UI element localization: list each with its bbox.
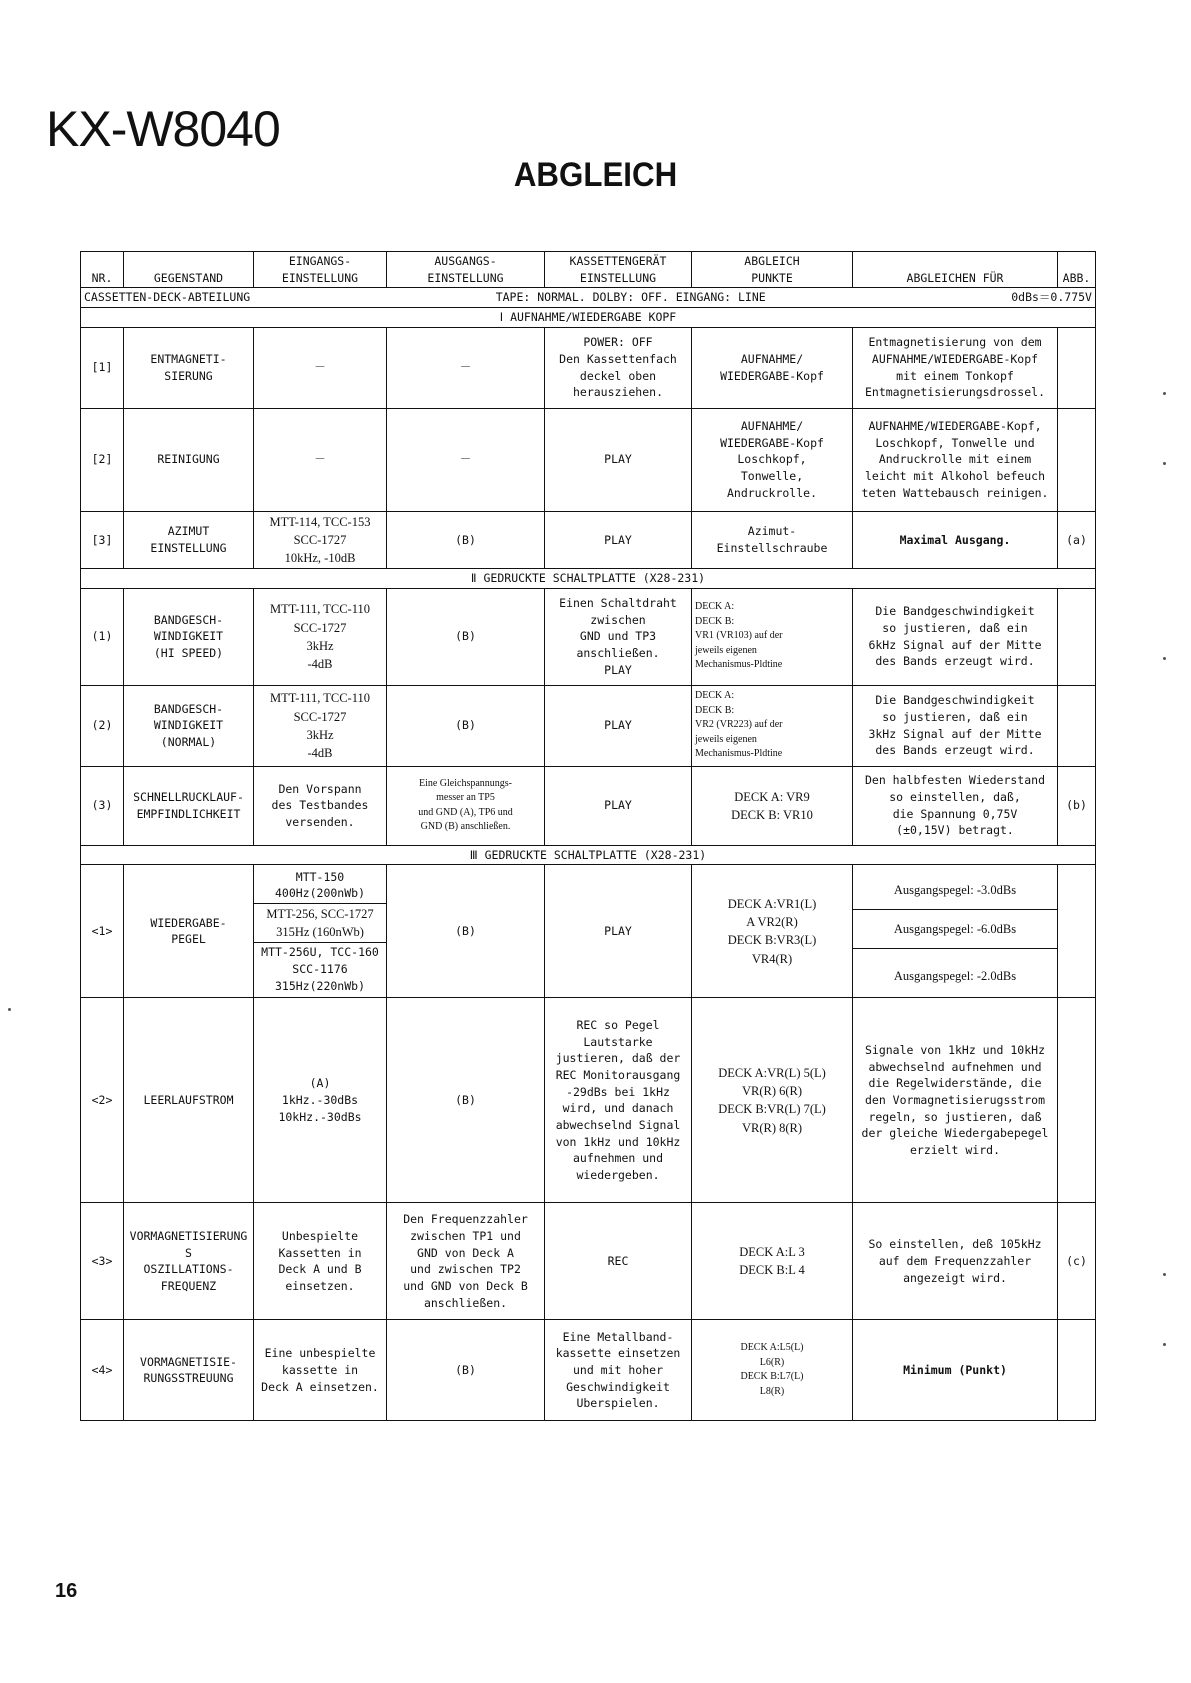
adjustment-table — [80, 251, 1096, 1421]
col-header-nr: NR. — [81, 252, 124, 288]
row-output: － — [387, 408, 545, 511]
row-output: (B) — [387, 511, 545, 568]
row-item: BANDGESCH- WINDIGKEIT (NORMAL) — [124, 685, 254, 766]
row-deck: REC — [545, 1203, 692, 1320]
col-header-deck: KASSETTENGERÄT EINSTELLUNG — [545, 252, 692, 288]
col-header-fig: ABB. — [1058, 252, 1096, 288]
input-option: MTT-150 400Hz(200nWb) — [254, 868, 386, 904]
row-fig — [1058, 327, 1096, 408]
row-deck: POWER: OFF Den Kassettenfach deckel oben herausziehen. — [545, 327, 692, 408]
row-output: Den Frequenzzahler zwischen TP1 und GND von Deck A und zwischen TP2 und GND von Deck B anschließen. — [387, 1203, 545, 1320]
section-heading — [81, 845, 1096, 865]
table-row — [81, 588, 1096, 685]
row-purpose: Die Bandgeschwindigkeit so justieren, daß ein 3kHz Signal auf der Mitte des Bands erzeugt wird. — [853, 685, 1058, 766]
model-number: KX-W8040 — [46, 101, 280, 157]
col-header-input: EINGANGS- EINSTELLUNG — [254, 252, 387, 288]
row-nr: <4> — [81, 1320, 124, 1421]
page-title: ABGLEICH — [513, 156, 678, 194]
col-header-item: GEGENSTAND — [124, 252, 254, 288]
scan-speck — [1163, 1343, 1166, 1346]
row-deck: PLAY — [545, 865, 692, 998]
info-reference-level: 0dBs＝0.775V — [1011, 290, 1092, 305]
section-2-heading: Ⅱ GEDRUCKTE SCHALTPLATTE (X28-231) — [81, 569, 1096, 589]
row-fig: (c) — [1058, 1203, 1096, 1320]
row-input: Den Vorspann des Testbandes versenden. — [254, 766, 387, 845]
info-row — [81, 288, 1096, 308]
section-3-heading: Ⅲ GEDRUCKTE SCHALTPLATTE (X28-231) — [81, 845, 1096, 865]
table-row — [81, 998, 1096, 1203]
row-nr: [3] — [81, 511, 124, 568]
info-section: CASSETTEN-DECK-ABTEILUNG — [84, 290, 251, 305]
row-fig — [1058, 588, 1096, 685]
row-item: AZIMUT EINSTELLUNG — [124, 511, 254, 568]
row-points: DECK A:VR(L) 5(L) VR(R) 6(R) DECK B:VR(L) 7(L) VR(R) 8(R) — [692, 998, 853, 1203]
purpose-option: Ausgangspegel: -6.0dBs — [853, 910, 1057, 949]
row-output: Eine Gleichspannungs- messer an TP5 und GND (A), TP6 und GND (B) anschließen. — [387, 766, 545, 845]
scan-speck — [1163, 1273, 1166, 1276]
row-deck: Eine Metallband- kassette einsetzen und mit hoher Geschwindigkeit Uberspielen. — [545, 1320, 692, 1421]
row-purpose: Die Bandgeschwindigkeit so justieren, daß ein 6kHz Signal auf der Mitte des Bands erzeugt wird. — [853, 588, 1058, 685]
row-points: DECK A: DECK B: VR1 (VR103) auf der jeweils eigenen Mechanismus-Pldtine — [692, 588, 853, 685]
row-deck: PLAY — [545, 511, 692, 568]
row-output: (B) — [387, 588, 545, 685]
row-input: MTT-114, TCC-153 SCC-1727 10kHz, -10dB — [254, 511, 387, 568]
row-item: VORMAGNETISIERUNGS OSZILLATIONS- FREQUENZ — [124, 1203, 254, 1320]
scan-speck — [1163, 392, 1166, 395]
purpose-option: Ausgangspegel: -3.0dBs — [853, 871, 1057, 910]
row-fig — [1058, 1320, 1096, 1421]
row-item: SCHNELLRUCKLAUF- EMPFINDLICHKEIT — [124, 766, 254, 845]
row-input: Eine unbespielte kassette in Deck A einsetzen. — [254, 1320, 387, 1421]
table-row — [81, 766, 1096, 845]
row-purpose — [853, 865, 1058, 998]
row-points: DECK A: VR9 DECK B: VR10 — [692, 766, 853, 845]
input-option: MTT-256U, TCC-160 SCC-1176 315Hz(220nWb) — [261, 945, 379, 993]
header-row — [81, 252, 1096, 288]
row-item: BANDGESCH- WINDIGKEIT (HI SPEED) — [124, 588, 254, 685]
row-fig: (a) — [1058, 511, 1096, 568]
row-nr: (1) — [81, 588, 124, 685]
row-input: MTT-111, TCC-110 SCC-1727 3kHz -4dB — [254, 685, 387, 766]
scan-speck — [1163, 462, 1166, 465]
row-deck: REC so Pegel Lautstarke justieren, daß der REC Monitorausgang -29dBs bei 1kHz wird, und danach abwechselnd Signal von 1kHz und 10kHz aufnehmen und wiedergeben. — [545, 998, 692, 1203]
row-purpose: AUFNAHME/WIEDERGABE-Kopf, Loschkopf, Tonwelle und Andruckrolle mit einem leicht mit Alkohol befeuch teten Wattebausch reinigen. — [853, 408, 1058, 511]
scan-speck — [8, 1008, 11, 1011]
row-item: REINIGUNG — [124, 408, 254, 511]
row-points: DECK A:L 3 DECK B:L 4 — [692, 1203, 853, 1320]
page-number: 16 — [55, 1580, 78, 1602]
row-points: AUFNAHME/ WIEDERGABE-Kopf Loschkopf, Tonwelle, Andruckrolle. — [692, 408, 853, 511]
row-input: － — [254, 408, 387, 511]
row-output: (B) — [387, 865, 545, 998]
row-fig — [1058, 685, 1096, 766]
section-heading — [81, 308, 1096, 328]
row-nr: <1> — [81, 865, 124, 998]
row-nr: (2) — [81, 685, 124, 766]
info-conditions: TAPE: NORMAL. DOLBY: OFF. EINGANG: LINE — [495, 290, 766, 305]
row-output: (B) — [387, 998, 545, 1203]
row-points: DECK A: DECK B: VR2 (VR223) auf der jeweils eigenen Mechanismus-Pldtine — [692, 685, 853, 766]
row-item: ENTMAGNETI- SIERUNG — [124, 327, 254, 408]
row-output: (B) — [387, 1320, 545, 1421]
input-option: MTT-256, SCC-1727 315Hz (160nWb) — [254, 904, 386, 943]
section-heading — [81, 569, 1096, 589]
row-points: Azimut- Einstellschraube — [692, 511, 853, 568]
row-deck: PLAY — [545, 408, 692, 511]
row-purpose: So einstellen, deß 105kHz auf dem Frequenzzahler angezeigt wird. — [853, 1203, 1058, 1320]
table-row — [81, 408, 1096, 511]
row-nr: <2> — [81, 998, 124, 1203]
section-1-heading: Ⅰ AUFNAHME/WIEDERGABE KOPF — [81, 308, 1096, 328]
row-input: MTT-111, TCC-110 SCC-1727 3kHz -4dB — [254, 588, 387, 685]
row-input: Unbespielte Kassetten in Deck A und B einsetzen. — [254, 1203, 387, 1320]
row-purpose: Minimum (Punkt) — [853, 1320, 1058, 1421]
table-row — [81, 865, 1096, 998]
row-deck: PLAY — [545, 766, 692, 845]
row-input: (A) 1kHz.-30dBs 10kHz.-30dBs — [254, 998, 387, 1203]
table-row — [81, 511, 1096, 568]
row-output: － — [387, 327, 545, 408]
table-row — [81, 327, 1096, 408]
row-item: LEERLAUFSTROM — [124, 998, 254, 1203]
purpose-option: Ausgangspegel: -2.0dBs — [893, 969, 1017, 984]
row-item: WIEDERGABE- PEGEL — [124, 865, 254, 998]
row-points: DECK A:L5(L) L6(R) DECK B:L7(L) L8(R) — [692, 1320, 853, 1421]
row-output: (B) — [387, 685, 545, 766]
row-purpose: Entmagnetisierung von dem AUFNAHME/WIEDERGABE-Kopf mit einem Tonkopf Entmagnetisierungsdrossel. — [853, 327, 1058, 408]
row-purpose: Signale von 1kHz und 10kHz abwechselnd aufnehmen und die Regelwiderstände, die den Vormagnetisierugsstrom regeln, so justieren, daß der gleiche Wiedergabepegel erzielt wird. — [853, 998, 1058, 1203]
row-nr: [1] — [81, 327, 124, 408]
row-points: DECK A:VR1(L) A VR2(R) DECK B:VR3(L) VR4(R) — [692, 865, 853, 998]
row-nr: [2] — [81, 408, 124, 511]
col-header-purpose: ABGLEICHEN FÜR — [853, 252, 1058, 288]
table-row — [81, 1203, 1096, 1320]
row-purpose: Den halbfesten Wiederstand so einstellen, daß, die Spannung 0,75V (±0,15V) betragt. — [853, 766, 1058, 845]
row-points: AUFNAHME/ WIEDERGABE-Kopf — [692, 327, 853, 408]
table-row — [81, 685, 1096, 766]
row-purpose: Maximal Ausgang. — [853, 511, 1058, 568]
row-item: VORMAGNETISIE- RUNGSSTREUUNG — [124, 1320, 254, 1421]
table-row — [81, 1320, 1096, 1421]
col-header-output: AUSGANGS- EINSTELLUNG — [387, 252, 545, 288]
row-input: － — [254, 327, 387, 408]
scan-speck — [1163, 657, 1166, 660]
row-deck: PLAY — [545, 685, 692, 766]
row-fig — [1058, 408, 1096, 511]
row-fig — [1058, 865, 1096, 998]
row-nr: (3) — [81, 766, 124, 845]
row-fig: (b) — [1058, 766, 1096, 845]
row-deck: Einen Schaltdraht zwischen GND und TP3 anschließen. PLAY — [545, 588, 692, 685]
row-fig — [1058, 998, 1096, 1203]
row-nr: <3> — [81, 1203, 124, 1320]
row-input — [254, 865, 387, 998]
col-header-points: ABGLEICH PUNKTE — [692, 252, 853, 288]
